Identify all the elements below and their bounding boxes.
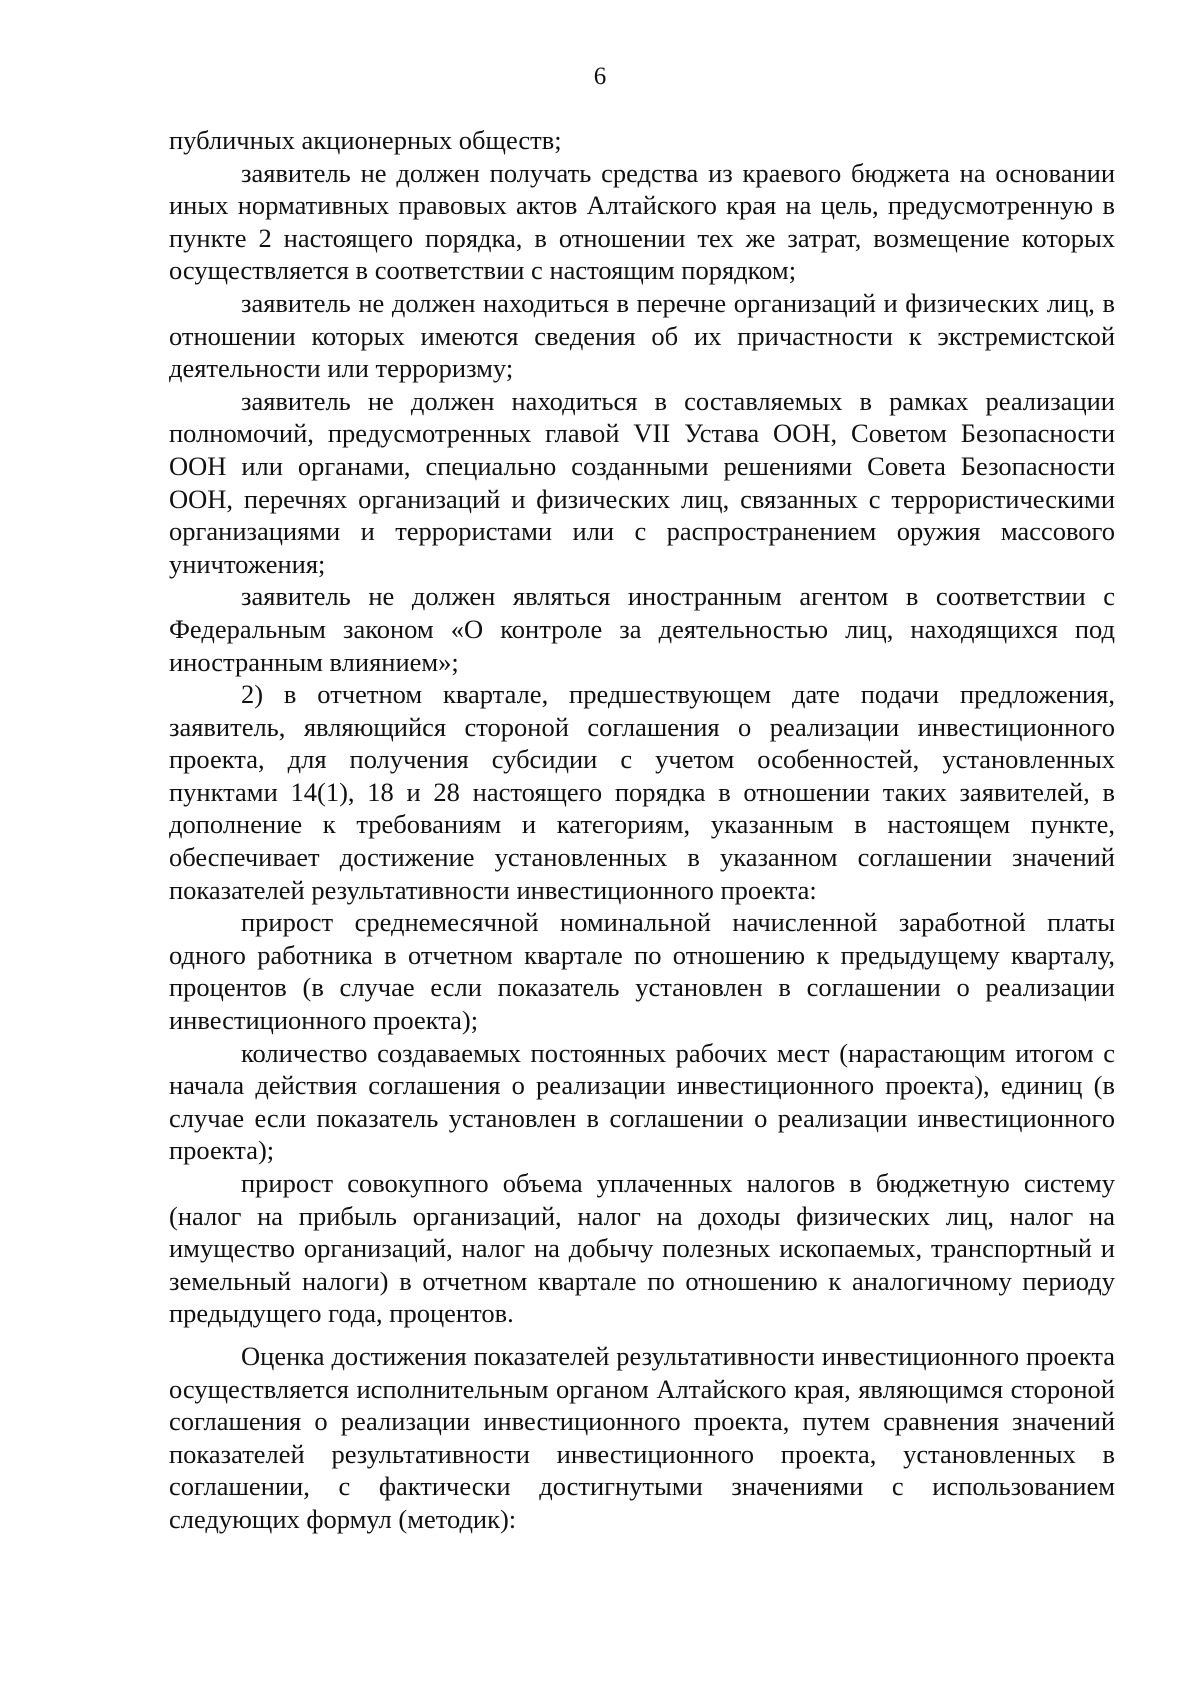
paragraph-assessment: Оценка достижения показателей результативности инвестиционного проекта осуществляется исполнительным органом Алтайского края, являющимся стороной соглашения о реализации инвестиционного проекта, путем сравнения значений показателей результативности инвестиционного проекта, установленных в соглашении, с фактически достигнутыми значениями с использованием следующих формул (методик): xyxy=(169,1340,1115,1534)
paragraph-item-2: 2) в отчетном квартале, предшествующем дате подачи предложения, заявитель, являющийся стороной соглашения о реализации инвестиционного проекта, для получения субсидии с учетом особенностей, установленных пунктами 14(1), 18 и 28 настоящего порядка в отношении таких заявителей, в дополнение к требованиям и категориям, указанным в настоящем пункте, обеспечивает достижение установленных в указанном соглашении значений показателей результативности инвестиционного проекта: xyxy=(169,679,1115,905)
paragraph-indicator-jobs: количество создаваемых постоянных рабочих мест (нарастающим итогом с начала действия соглашения о реализации инвестиционного проекта), единиц (в случае если показатель установлен в соглашении о реализации инвестиционного проекта); xyxy=(169,1037,1115,1166)
paragraph-indicator-taxes: прирост совокупного объема уплаченных налогов в бюджетную систему (налог на прибыль организаций, налог на доходы физических лиц, налог на имущество организаций, налог на добычу полезных ископаемых, транспортный и земельный налоги) в отчетном квартале по отношению к аналогичному периоду предыдущего года, процентов. xyxy=(169,1168,1115,1329)
paragraph-requirement-budget-funds: заявитель не должен получать средства из краевого бюджета на основании иных нормативных правовых актов Алтайского края на цель, предусмотренную в пункте 2 настоящего порядка, в отношении тех же затрат, возмещение которых осуществляется в соответствии с настоящим порядком; xyxy=(169,157,1115,286)
paragraph-indicator-salary: прирост среднемесячной номинальной начисленной заработной платы одного работника в отчетном квартале по отношению к предыдущему кварталу, процентов (в случае если показатель установлен в соглашении о реализации инвестиционного проекта); xyxy=(169,907,1115,1036)
paragraph-requirement-foreign-agent: заявитель не должен являться иностранным агентом в соответствии с Федеральным законом «О контроле за деятельностью лиц, находящихся под иностранным влиянием»; xyxy=(169,581,1115,677)
paragraph-continuation: публичных акционерных обществ; xyxy=(169,125,562,155)
page-number: 6 xyxy=(593,63,607,90)
document-body xyxy=(169,124,1115,1536)
paragraph-requirement-extremism-list: заявитель не должен находиться в перечне организаций и физических лиц, в отношении которых имеются сведения об их причастности к экстремистской деятельности или терроризму; xyxy=(169,287,1115,384)
paragraph-requirement-un-lists: заявитель не должен находиться в составляемых в рамках реализации полномочий, предусмотренных главой VII Устава ООН, Советом Безопасности ООН или органами, специально созданными решениями Совета Безопасности ООН, перечнях организаций и физических лиц, связанных с террористическими организациями и террористами или с распространением оружия массового уничтожения; xyxy=(169,385,1115,579)
